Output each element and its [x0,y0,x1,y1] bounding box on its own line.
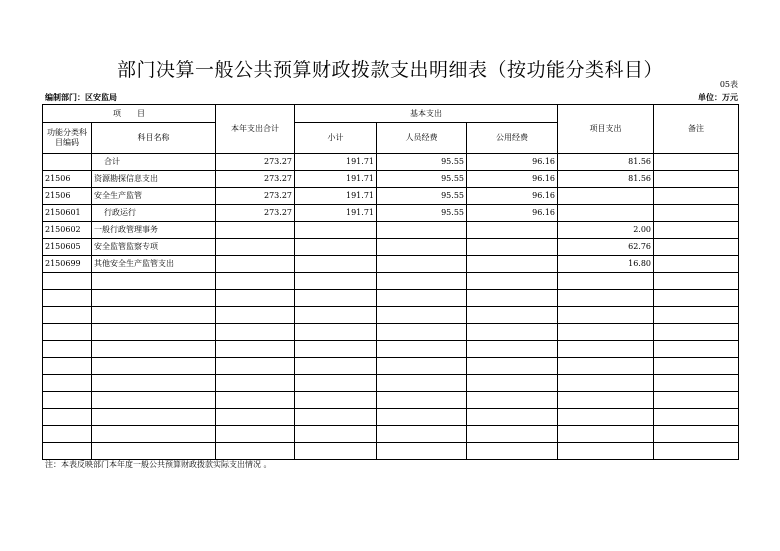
empty-cell [92,324,216,341]
header-code: 功能分类科目编码 [43,123,92,154]
project-cell: 62.76 [558,239,654,256]
empty-cell [654,290,739,307]
name-cell: 行政运行 [92,205,216,222]
page-title: 部门决算一般公共预算财政拨款支出明细表（按功能分类科目） [116,59,663,81]
empty-cell [377,341,467,358]
empty-cell [377,273,467,290]
empty-cell [467,307,558,324]
code-cell: 21506 [43,171,92,188]
personnel-cell: 95.55 [377,154,467,171]
empty-cell [216,324,295,341]
empty-cell [558,358,654,375]
total-cell: 273.27 [216,154,295,171]
empty-cell [43,290,92,307]
subtotal-cell [295,222,377,239]
empty-cell [654,307,739,324]
empty-cell [295,307,377,324]
empty-cell [216,409,295,426]
subtotal-cell: 191.71 [295,205,377,222]
empty-cell [654,358,739,375]
header-personnel: 人员经费 [377,123,467,154]
empty-cell [92,290,216,307]
subtotal-cell [295,239,377,256]
empty-cell [92,273,216,290]
table-row [43,171,739,188]
empty-cell [295,392,377,409]
empty-cell [377,443,467,460]
department-label: 编制部门：区安监局 [45,92,117,102]
empty-cell [654,341,739,358]
empty-cell [558,307,654,324]
empty-cell [216,358,295,375]
empty-cell [92,358,216,375]
header-row-1 [43,105,739,123]
empty-row [43,324,739,341]
empty-cell [377,409,467,426]
header-remark: 备注 [654,105,739,154]
subtotal-cell [295,256,377,273]
empty-cell [43,443,92,460]
empty-cell [467,290,558,307]
remark-cell [654,154,739,171]
empty-cell [92,392,216,409]
empty-cell [558,273,654,290]
empty-cell [43,358,92,375]
empty-row [43,426,739,443]
empty-cell [43,409,92,426]
empty-cell [377,307,467,324]
empty-cell [654,375,739,392]
table-row [43,154,739,171]
project-cell: 16.80 [558,256,654,273]
empty-row [43,273,739,290]
empty-cell [295,290,377,307]
empty-cell [558,426,654,443]
remark-cell [654,256,739,273]
empty-cell [295,409,377,426]
project-cell: 2.00 [558,222,654,239]
empty-cell [467,443,558,460]
empty-cell [92,443,216,460]
personnel-cell: 95.55 [377,188,467,205]
empty-cell [377,358,467,375]
total-cell [216,222,295,239]
empty-cell [654,409,739,426]
empty-cell [467,375,558,392]
public-cell: 96.16 [467,188,558,205]
table-row [43,256,739,273]
empty-cell [216,426,295,443]
subtotal-cell: 191.71 [295,154,377,171]
empty-cell [43,426,92,443]
table-row [43,222,739,239]
header-project: 项目支出 [558,105,654,154]
project-cell: 81.56 [558,171,654,188]
code-cell: 2150605 [43,239,92,256]
empty-cell [558,375,654,392]
empty-cell [216,341,295,358]
total-cell: 273.27 [216,188,295,205]
empty-cell [558,409,654,426]
remark-cell [654,239,739,256]
header-name: 科目名称 [92,123,216,154]
expenditure-table [42,104,739,460]
project-cell [558,188,654,205]
empty-cell [92,409,216,426]
empty-cell [295,273,377,290]
public-cell: 96.16 [467,171,558,188]
table-row [43,188,739,205]
public-cell: 96.16 [467,154,558,171]
empty-cell [92,426,216,443]
empty-cell [295,324,377,341]
empty-cell [92,341,216,358]
empty-row [43,341,739,358]
empty-cell [92,375,216,392]
empty-cell [295,358,377,375]
empty-row [43,409,739,426]
unit-label: 单位：万元 [698,92,738,102]
empty-cell [216,392,295,409]
empty-cell [377,392,467,409]
name-cell: 合计 [92,154,216,171]
total-cell: 273.27 [216,171,295,188]
personnel-cell [377,239,467,256]
code-cell: 21506 [43,188,92,205]
header-item: 项 目 [43,105,216,123]
personnel-cell: 95.55 [377,205,467,222]
empty-cell [43,341,92,358]
empty-cell [216,443,295,460]
empty-cell [467,409,558,426]
header-basic: 基本支出 [295,105,558,123]
footnote: 注：本表反映部门本年度一般公共预算财政拨款实际支出情况 。 [45,460,272,469]
name-cell: 安全监管监察专项 [92,239,216,256]
subtotal-cell: 191.71 [295,171,377,188]
project-cell [558,205,654,222]
table-row [43,239,739,256]
code-cell: 2150699 [43,256,92,273]
empty-cell [467,426,558,443]
empty-cell [295,443,377,460]
empty-cell [654,443,739,460]
empty-cell [467,341,558,358]
empty-cell [467,324,558,341]
empty-row [43,392,739,409]
empty-cell [558,341,654,358]
empty-row [43,443,739,460]
header-public: 公用经费 [467,123,558,154]
empty-cell [43,375,92,392]
empty-cell [377,426,467,443]
public-cell [467,256,558,273]
empty-row [43,375,739,392]
empty-cell [467,358,558,375]
empty-row [43,307,739,324]
name-cell: 一般行政管理事务 [92,222,216,239]
empty-cell [295,341,377,358]
empty-cell [467,392,558,409]
empty-cell [295,375,377,392]
code-cell [43,154,92,171]
public-cell [467,239,558,256]
empty-cell [654,426,739,443]
header-total: 本年支出合计 [216,105,295,154]
empty-cell [558,290,654,307]
empty-cell [377,375,467,392]
empty-cell [654,273,739,290]
code-cell: 2150602 [43,222,92,239]
code-cell: 2150601 [43,205,92,222]
total-cell: 273.27 [216,205,295,222]
empty-cell [377,324,467,341]
empty-cell [43,392,92,409]
remark-cell [654,171,739,188]
name-cell: 其他安全生产监管支出 [92,256,216,273]
empty-cell [377,290,467,307]
table-row [43,205,739,222]
table-number: 05表 [719,80,738,89]
total-cell [216,256,295,273]
remark-cell [654,222,739,239]
header-subtotal: 小计 [295,123,377,154]
personnel-cell [377,222,467,239]
remark-cell [654,205,739,222]
empty-cell [654,324,739,341]
empty-cell [92,307,216,324]
personnel-cell [377,256,467,273]
personnel-cell: 95.55 [377,171,467,188]
empty-row [43,290,739,307]
total-cell [216,239,295,256]
empty-row [43,358,739,375]
empty-cell [216,273,295,290]
empty-cell [558,392,654,409]
empty-cell [558,324,654,341]
empty-cell [43,324,92,341]
empty-cell [43,273,92,290]
empty-cell [216,307,295,324]
subtotal-cell: 191.71 [295,188,377,205]
empty-cell [216,290,295,307]
empty-cell [295,426,377,443]
public-cell [467,222,558,239]
project-cell: 81.56 [558,154,654,171]
empty-cell [216,375,295,392]
empty-cell [558,443,654,460]
empty-cell [467,273,558,290]
name-cell: 资源勘探信息支出 [92,171,216,188]
empty-cell [43,307,92,324]
name-cell: 安全生产监管 [92,188,216,205]
empty-cell [654,392,739,409]
remark-cell [654,188,739,205]
public-cell: 96.16 [467,205,558,222]
